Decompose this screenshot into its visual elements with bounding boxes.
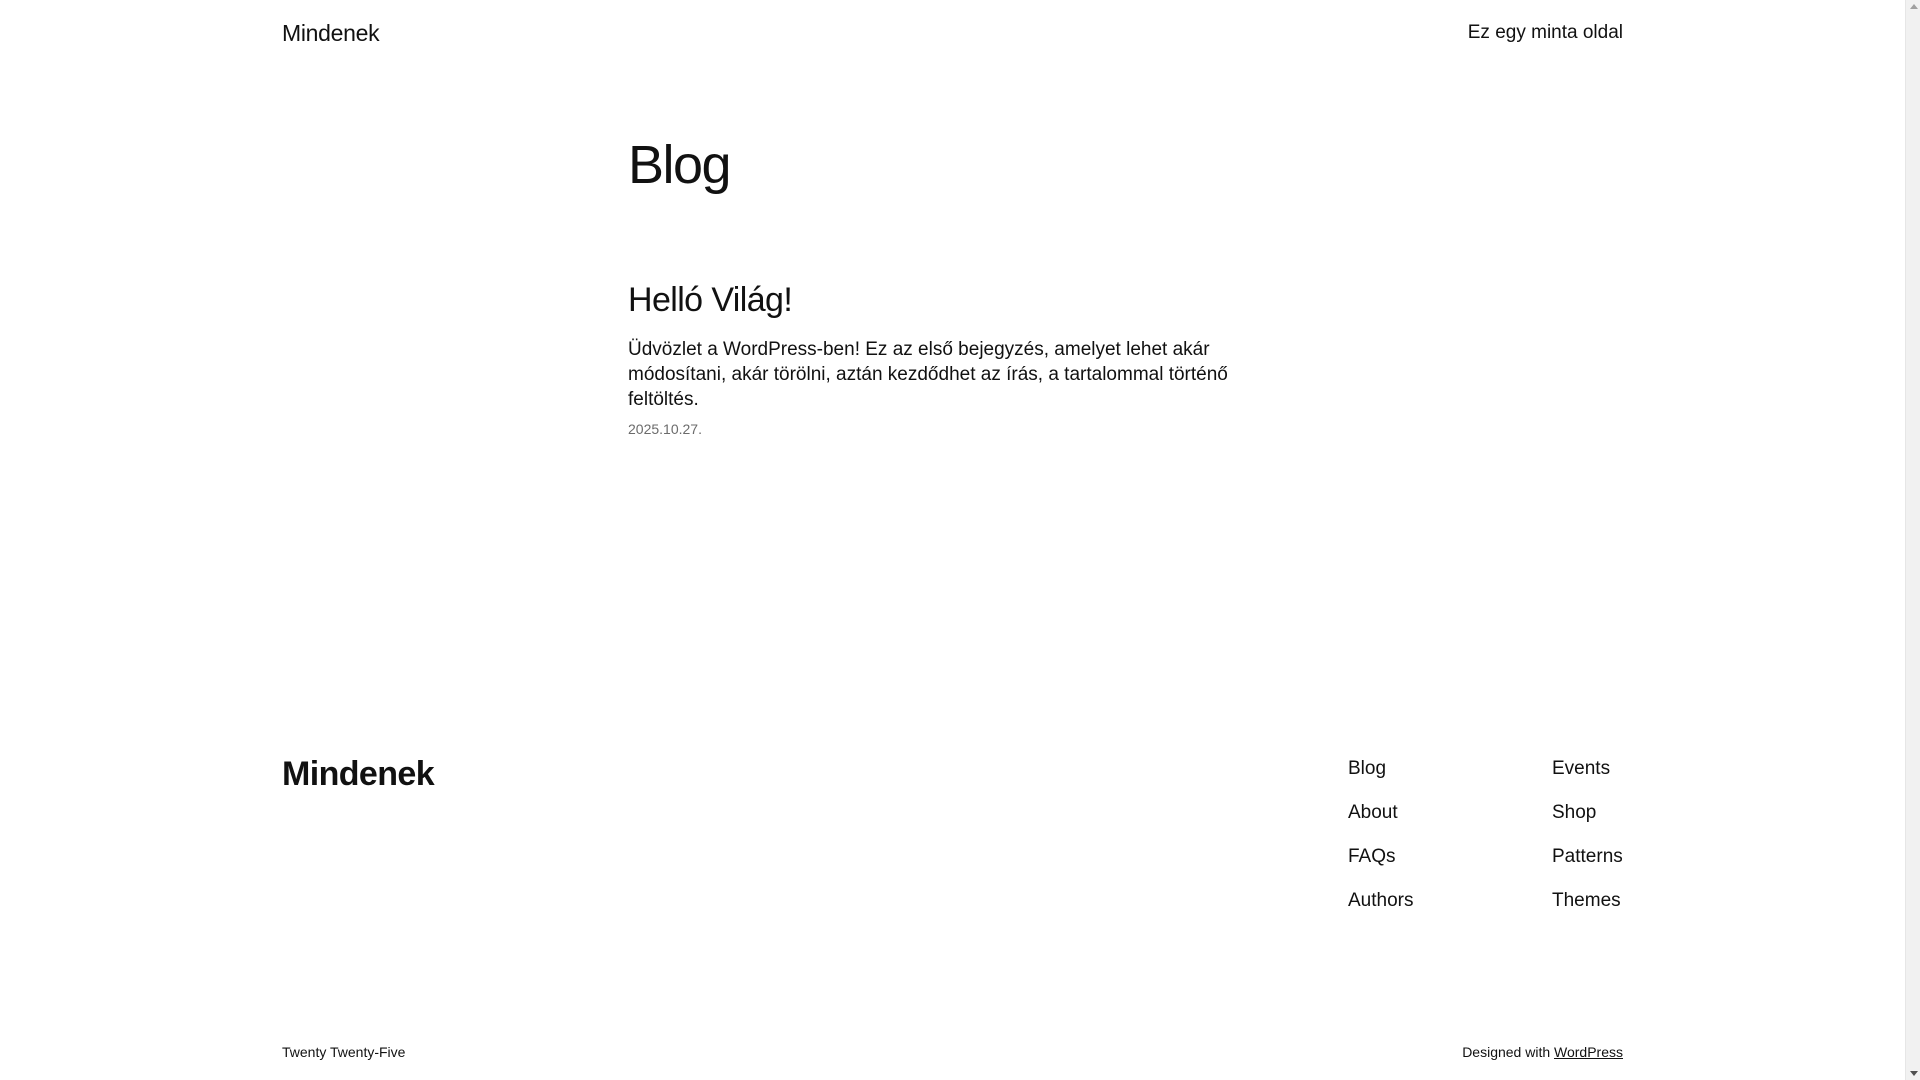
wordpress-link[interactable]: WordPress — [1554, 1044, 1623, 1060]
designed-with-credit — [1462, 1044, 1623, 1060]
footer-link-about[interactable]: About — [1348, 802, 1398, 823]
theme-credit: Twenty Twenty-Five — [282, 1044, 406, 1060]
site-title-link[interactable]: Mindenek — [282, 20, 380, 46]
footer-link-faqs[interactable]: FAQs — [1348, 846, 1396, 867]
scroll-down-arrow-icon[interactable] — [1910, 1071, 1918, 1076]
footer-link-patterns[interactable]: Patterns — [1552, 846, 1623, 867]
post-excerpt: Üdvözlet a WordPress-ben! Ez az első bejegyzés, amelyet lehet akár módosítani, akár törölni, aztán kezdődhet az írás, a tartalommal történő feltöltés. — [628, 339, 1228, 410]
footer-link-themes[interactable]: Themes — [1552, 890, 1621, 911]
vertical-scrollbar[interactable] — [1905, 0, 1920, 1080]
post-date[interactable]: 2025.10.27. — [628, 421, 702, 437]
scroll-up-arrow-icon[interactable] — [1910, 4, 1918, 9]
footer-link-authors[interactable]: Authors — [1348, 890, 1414, 911]
nav-link-sample-page[interactable]: Ez egy minta oldal — [1467, 22, 1623, 43]
footer-site-title-link[interactable]: Mindenek — [282, 755, 435, 793]
footer-nav-column-2 — [1552, 757, 1623, 913]
footer-link-shop[interactable]: Shop — [1552, 802, 1597, 823]
footer-nav-column-1 — [1348, 757, 1413, 913]
footer-link-blog[interactable]: Blog — [1348, 758, 1387, 779]
post-title-link[interactable]: Helló Világ! — [628, 281, 793, 319]
page-title: Blog — [628, 135, 731, 195]
footer-link-events[interactable]: Events — [1552, 758, 1611, 779]
designed-with-text: Designed with — [1462, 1044, 1551, 1060]
